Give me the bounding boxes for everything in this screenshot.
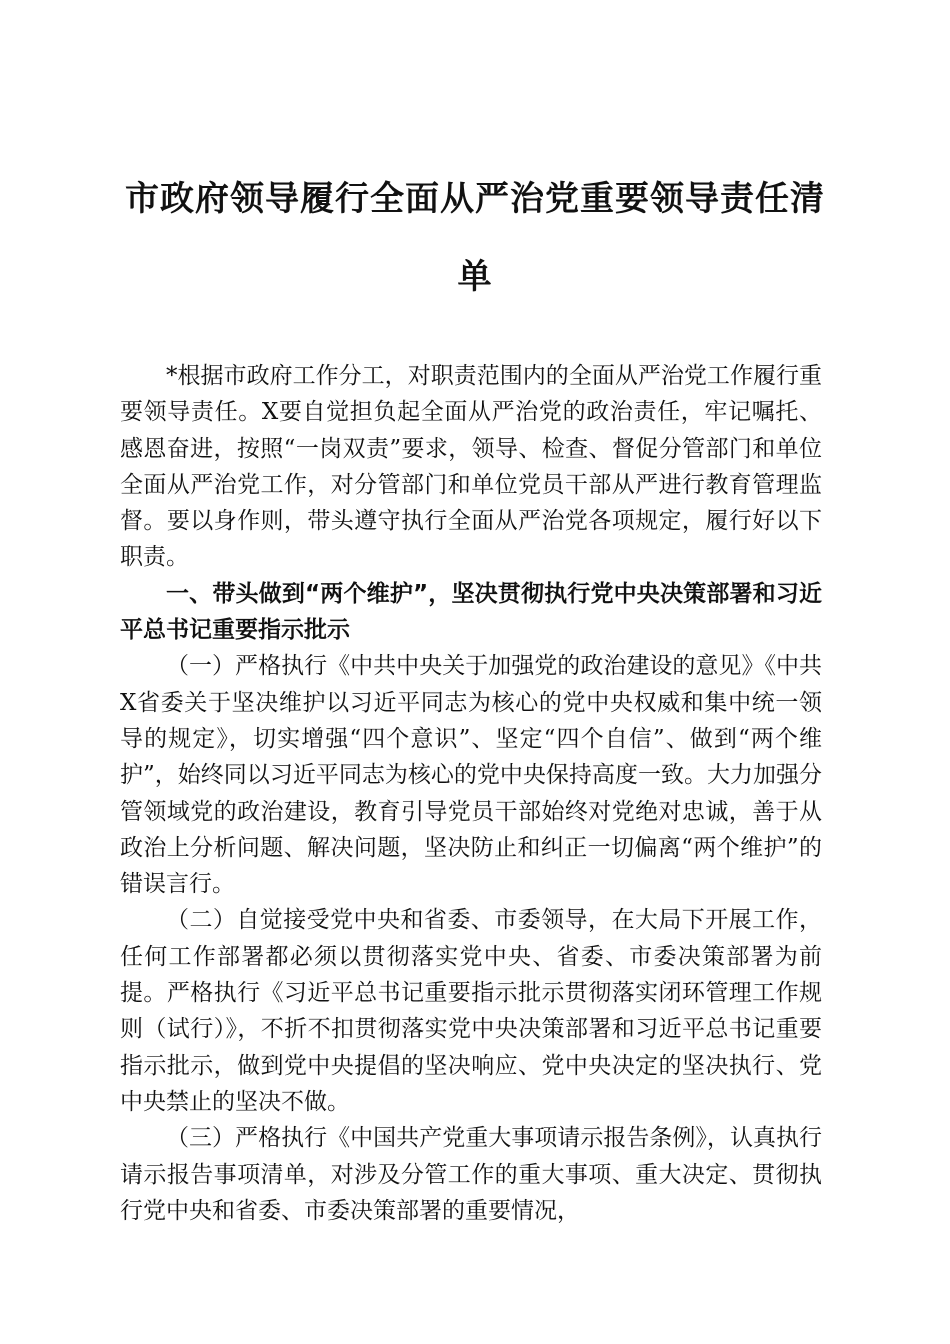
section-item-3: （三）严格执行《中国共产党重大事项请示报告条例》，认真执行请示报告事项清单，对涉及分管工作的重大事项、重大决定、贯彻执行党中央和省委、市委决策部署的重要情况， — [120, 1125, 822, 1224]
document-body — [120, 358, 822, 1229]
document-title: 市政府领导履行全面从严治党重要领导责任清单 — [125, 179, 825, 297]
section-item-2: （二）自觉接受党中央和省委、市委领导，在大局下开展工作，任何工作部署都必须以贯彻落实党中央、省委、市委决策部署为前提。严格执行《习近平总书记重要指示批示贯彻落实闭环管理工作规则（试行）》，不折不扣贯彻落实党中央决策部署和习近平总书记重要指示批示，做到党中央提倡的坚决响应、党中央决定的坚决执行、党中央禁止的坚决不做。 — [120, 907, 822, 1115]
section-item-1: （一）严格执行《中共中央关于加强党的政治建设的意见》《中共X省委关于坚决维护以习近平同志为核心的党中央权威和集中统一领导的规定》，切实增强“四个意识”、坚定“四个自信”、做到“两个维护”，始终同以习近平同志为核心的党中央保持高度一致。大力加强分管领域党的政治建设，教育引导党员干部始终对党绝对忠诚，善于从政治上分析问题、解决问题，坚决防止和纠正一切偏离“两个维护”的错误言行。 — [120, 653, 822, 898]
section-heading-1: 一、带头做到“两个维护”，坚决贯彻执行党中央决策部署和习近平总书记重要指示批示 — [120, 580, 822, 644]
intro-paragraph: *根据市政府工作分工，对职责范围内的全面从严治党工作履行重要领导责任。X要自觉担负起全面从严治党的政治责任，牢记嘱托、感恩奋进，按照“一岗双责”要求，领导、检查、督促分管部门和单位全面从严治党工作，对分管部门和单位党员干部从严进行教育管理监督。要以身作则，带头遵守执行全面从严治党各项规定，履行好以下职责。 — [120, 363, 822, 571]
